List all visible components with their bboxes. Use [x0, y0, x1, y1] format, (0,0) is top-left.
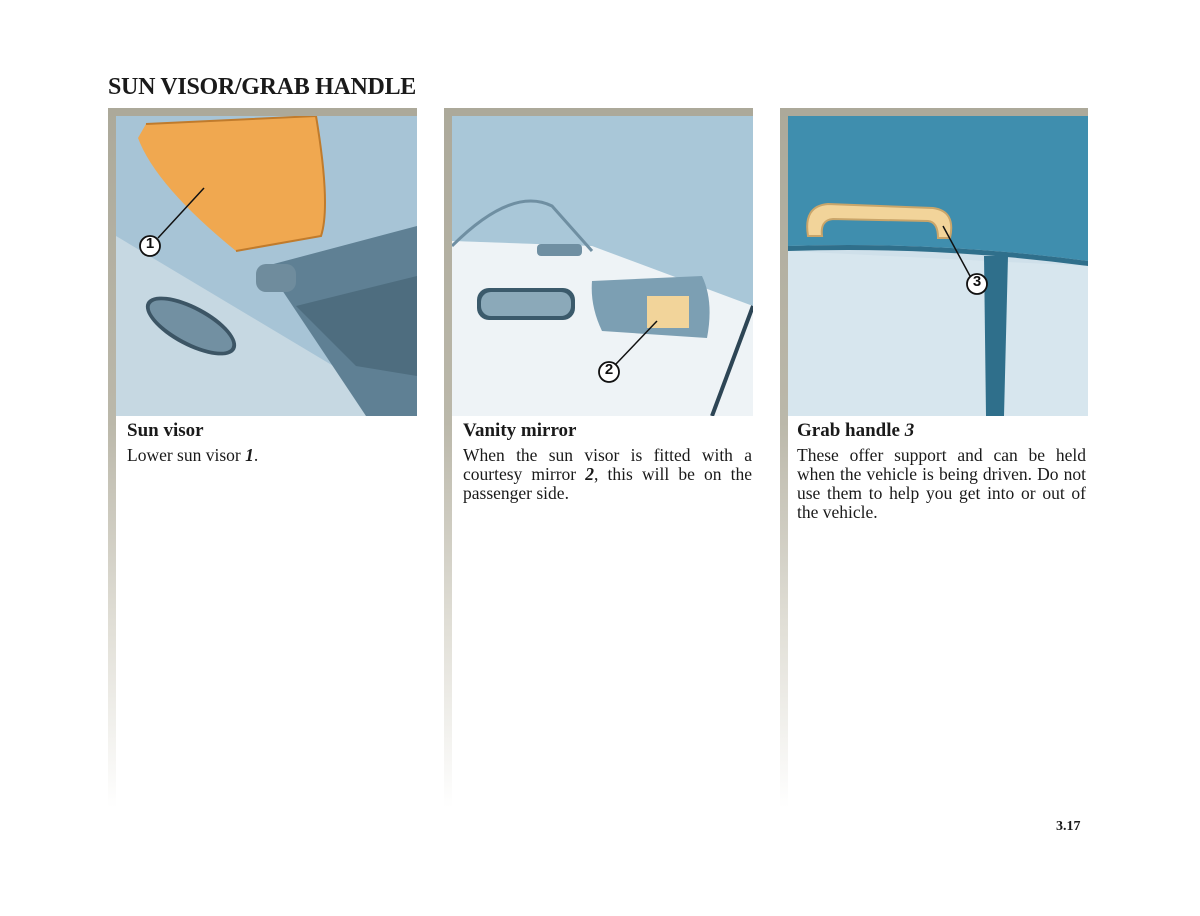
- sun-visor-photo: [116, 116, 417, 416]
- column-divider: [444, 108, 452, 808]
- section-heading: Sun visor: [127, 420, 204, 441]
- column-top-rule: [780, 108, 1088, 116]
- callout-1: 1: [145, 235, 155, 252]
- section-body: These offer support and can be held when the vehicle is being driven. Do not use them to help you get into or out of the vehicle.: [797, 445, 1086, 522]
- grab-handle-photo: [788, 116, 1088, 416]
- column-divider: [780, 108, 788, 808]
- section-heading: Grab handle 3: [797, 420, 915, 441]
- page-title: SUN VISOR/GRAB HANDLE: [108, 74, 416, 100]
- column-top-rule: [444, 108, 753, 116]
- section-heading: Vanity mirror: [463, 420, 577, 441]
- column-divider: [108, 108, 116, 808]
- vanity-mirror-photo: [452, 116, 753, 416]
- column-vanity-mirror: [463, 420, 752, 503]
- section-body: Lower sun visor 1.: [127, 445, 259, 465]
- column-sun-visor: [127, 420, 417, 465]
- callout-3: 3: [972, 273, 982, 290]
- section-body: When the sun visor is fitted with a courtesy mirror 2, this will be on the passenger side.: [463, 445, 753, 503]
- callout-2: 2: [604, 361, 614, 378]
- column-top-rule: [108, 108, 417, 116]
- page-number: 3.17: [1056, 819, 1081, 834]
- column-grab-handle: [797, 420, 1086, 522]
